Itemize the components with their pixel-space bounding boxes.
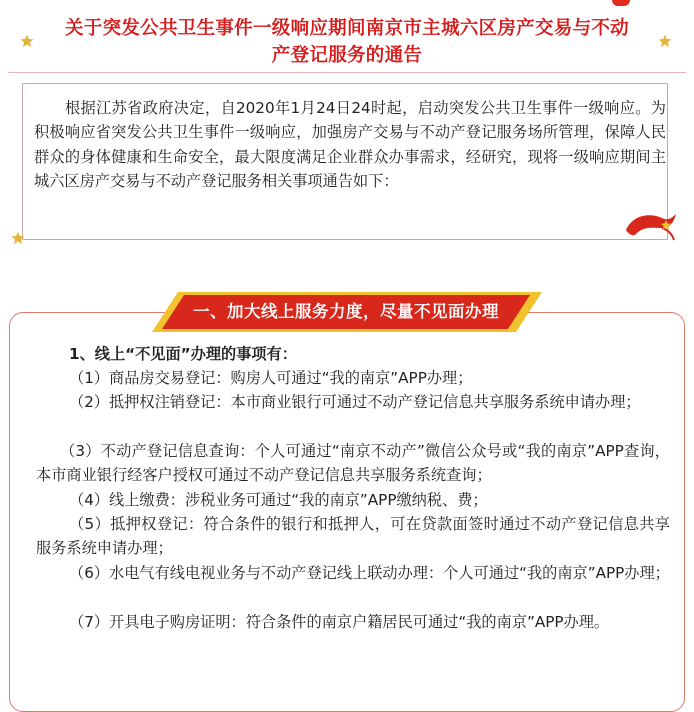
list-item xyxy=(36,390,670,414)
list-item: （5）抵押权登记：符合条件的银行和抵押人，可在贷款面签时通过不动产登记信息共享服务系统申请办理； xyxy=(36,515,670,558)
list-item: （4）线上缴费：涉税业务可通过“我的南京”APP缴纳税、费； xyxy=(69,491,488,509)
title-block xyxy=(0,0,694,72)
list-item-text: （2）抵押权注销登记：本市商业银行可通过不动产登记信息共享服务系统申请办理； xyxy=(69,393,641,411)
flag-decoration xyxy=(612,0,630,6)
intro-paragraph: 根据江苏省政府决定，自2020年1月24日24时起，启动突发公共卫生事件一级响应。为积极响应省突发公共卫生事件一级响应，加强房产交易与不动产登记服务场所管理，保障人民群众的身体健康和生命安全，最大限度满足企业群众办事需求，经研究，现将一级响应期间主城六区房产交易与不动产登记服务相关事项通告如下： xyxy=(34,99,666,190)
list-item: （6）水电气有线电视业务与不动产登记线上联动办理：个人可通过“我的南京”APP办理； xyxy=(69,564,670,582)
section-banner-title: 一、加大线上服务力度，尽量不见面办理 xyxy=(193,302,499,321)
ribbon-icon xyxy=(622,206,682,242)
list-item: （3）不动产登记信息查询：个人可通过“南京不动产”微信公众号或“我的南京”APP查询，本市商业银行经客户授权可通过不动产登记信息共享服务系统查询； xyxy=(36,442,670,485)
list-item: （7）开具电子购房证明：符合条件的南京户籍居民可通过“我的南京”APP办理。 xyxy=(69,613,610,631)
star-icon xyxy=(11,231,25,245)
page-title-line-1: 关于突发公共卫生事件一级响应期间南京市主城六区房产交易与不动 xyxy=(64,18,629,39)
title-divider xyxy=(8,72,686,73)
section-heading: 1、线上“不见面”办理的事项有： xyxy=(69,345,297,363)
list-item: （1）商品房交易登记：购房人可通过“我的南京”APP办理； xyxy=(69,369,473,387)
page-title-line-2: 产登记服务的通告 xyxy=(271,45,423,66)
